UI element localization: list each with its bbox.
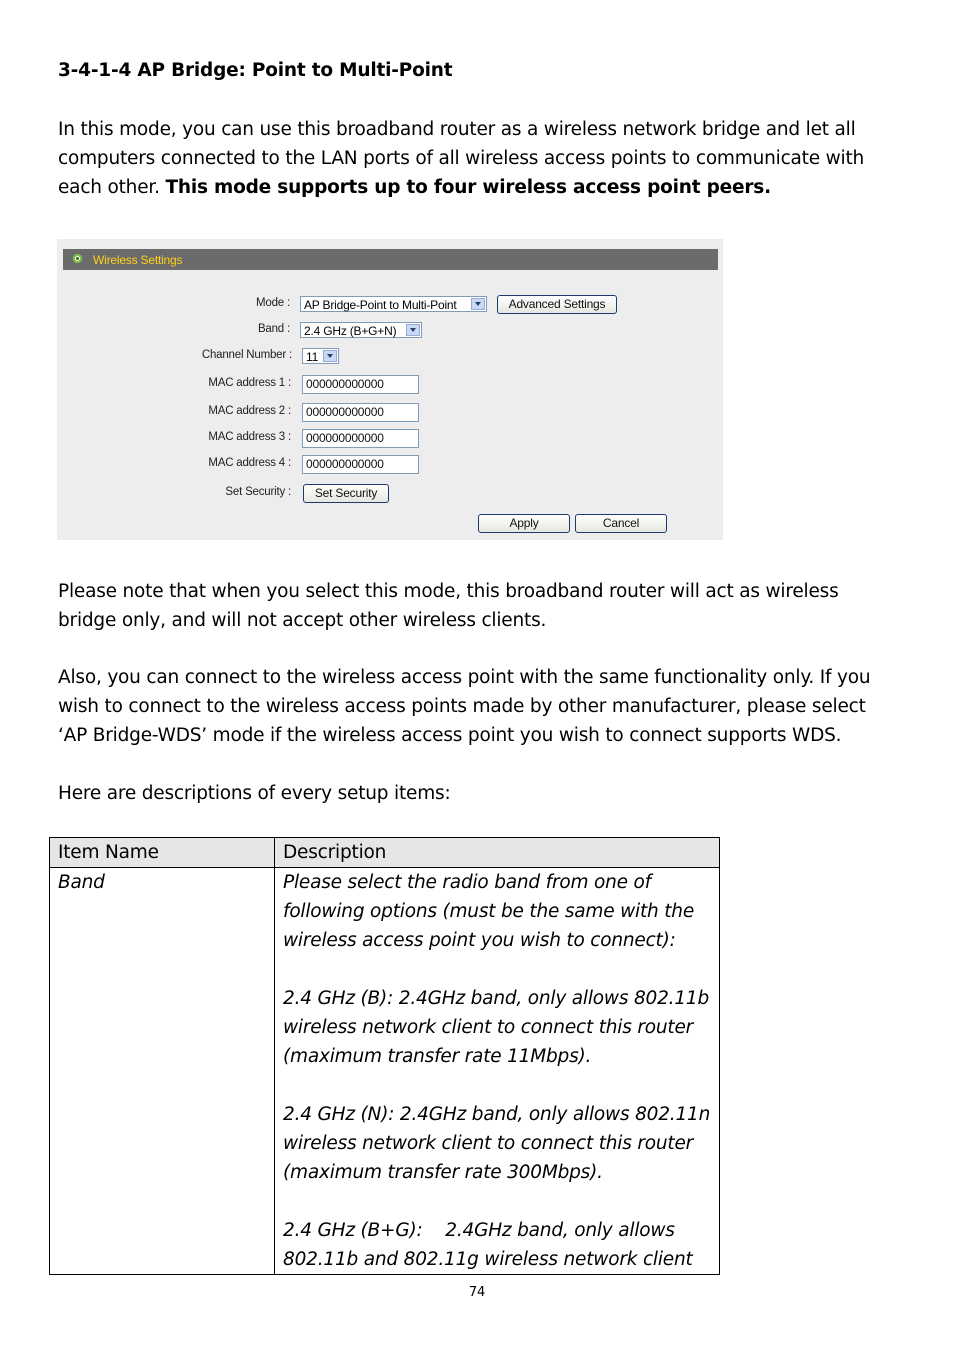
wireless-settings-header [63, 249, 718, 270]
mode-select-value: AP Bridge-Point to Multi-Point [304, 298, 457, 312]
note-paragraph-1: Please note that when you select this mode, this broadband router will act as wireless bridge only, and will not accept other wireless clients. [58, 581, 839, 631]
description-paragraph: 2.4 GHz (B): 2.4GHz band, only allows 802.11b wireless network client to connect this router (maximum transfer rate 11Mbps). [283, 988, 710, 1067]
mode-label: Mode : [256, 297, 290, 309]
chevron-down-icon [323, 350, 337, 362]
channel-number-select[interactable] [302, 348, 339, 364]
header-description: Description [275, 838, 720, 868]
mac-address-3-input[interactable]: 000000000000 [302, 429, 419, 448]
description-paragraph: 2.4 GHz (B+G): 2.4GHz band, only allows 802.11b and 802.11g wireless network client [283, 1220, 693, 1270]
page-number: 74 [468, 1285, 486, 1300]
section-heading: 3-4-1-4 AP Bridge: Point to Multi-Point [58, 60, 453, 81]
bullet-icon [73, 254, 82, 263]
table-row [50, 868, 720, 1275]
mac-address-1-label: MAC address 1 : [208, 377, 291, 389]
channel-number-label: Channel Number : [201, 349, 292, 361]
mac-address-4-input[interactable]: 000000000000 [302, 455, 419, 474]
mac-address-1-input[interactable]: 000000000000 [302, 375, 419, 394]
mac-address-4-label: MAC address 4 : [208, 457, 291, 469]
band-select[interactable] [300, 322, 422, 338]
mac-address-3-label: MAC address 3 : [208, 431, 291, 443]
channel-number-value: 11 [306, 350, 319, 364]
band-select-value: 2.4 GHz (B+G+N) [304, 324, 397, 338]
setup-items-table [49, 837, 720, 1275]
row-item-name: Band [50, 868, 275, 1275]
apply-button[interactable]: Apply [478, 514, 570, 533]
description-paragraph: 2.4 GHz (N): 2.4GHz band, only allows 802.11n wireless network client to connect this router (maximum transfer rate 300Mbps). [283, 1104, 711, 1183]
wireless-settings-title: Wireless Settings [93, 253, 183, 267]
header-item-name: Item Name [50, 838, 275, 868]
table-header-row [50, 838, 720, 868]
chevron-down-icon [471, 298, 485, 310]
advanced-settings-button[interactable]: Advanced Settings [497, 295, 617, 314]
mode-select[interactable] [300, 296, 487, 312]
set-security-button[interactable]: Set Security [303, 484, 389, 503]
intro-paragraph [58, 115, 888, 202]
description-paragraph: Please select the radio band from one of following options (must be the same with the wireless access point you wish to connect): [283, 872, 695, 951]
intro-text: In this mode, you can use this broadband router as a wireless network bridge and let all computers connected to the LAN ports of all wireless access points to communicate with each other. [58, 119, 865, 198]
mac-address-2-input[interactable]: 000000000000 [302, 403, 419, 422]
row-description [275, 868, 720, 1275]
cancel-button[interactable]: Cancel [575, 514, 667, 533]
set-security-label: Set Security : [225, 486, 291, 498]
note-paragraph-2: Also, you can connect to the wireless access point with the same functionality only. If you wish to connect to the wireless access points made by other manufacturer, please select ‘AP Bridge-WDS’ mode if the wireless access point you wish to connect supports WDS. [58, 667, 871, 746]
chevron-down-icon [406, 324, 420, 336]
band-label: Band : [257, 323, 290, 335]
mac-address-2-label: MAC address 2 : [208, 405, 291, 417]
intro-bold-text: This mode supports up to four wireless access point peers. [165, 177, 771, 198]
note-paragraph-3: Here are descriptions of every setup items: [58, 783, 451, 804]
wireless-settings-screenshot [57, 239, 723, 540]
